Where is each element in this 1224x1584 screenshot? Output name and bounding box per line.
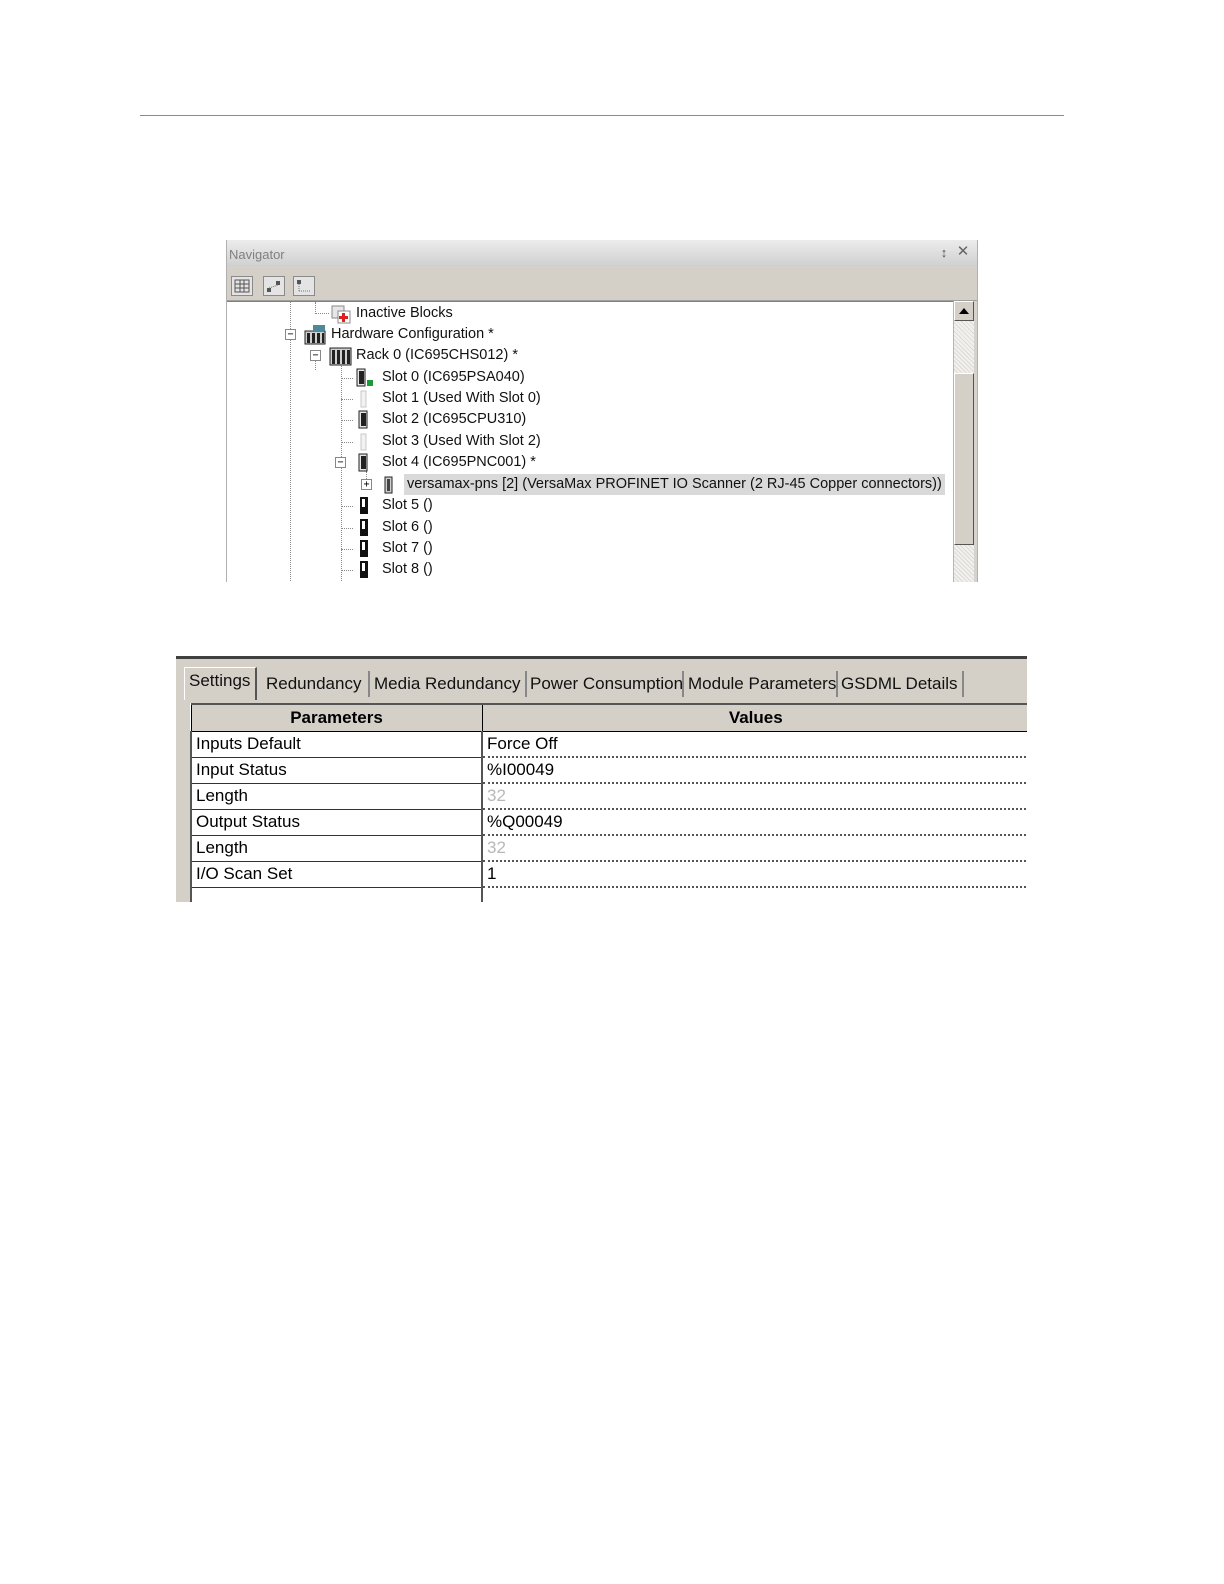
tree-item-slot-8[interactable]: Slot 8 ()	[227, 559, 947, 580]
navigator-window	[226, 240, 978, 582]
project-tree	[227, 301, 953, 582]
parameters-column-header: Parameters	[191, 704, 482, 732]
navigator-toolbar	[227, 268, 977, 301]
close-icon[interactable]: ✕	[956, 243, 970, 260]
table-row[interactable]	[191, 809, 1027, 835]
vertical-scrollbar[interactable]	[953, 301, 974, 582]
hierarchy-view-button[interactable]	[293, 276, 315, 296]
tree-item-slot-6[interactable]: Slot 6 ()	[227, 517, 947, 538]
param-name: Input Status	[191, 757, 482, 783]
table-row[interactable]	[191, 861, 1027, 887]
param-value-field[interactable]: 1	[482, 861, 1027, 887]
cpu-module-icon	[354, 410, 376, 430]
used-slot-icon	[354, 432, 376, 452]
table-row[interactable]	[191, 732, 1027, 758]
rack-icon	[329, 346, 353, 366]
grid-view-icon	[232, 277, 252, 295]
tree-item-slot-5[interactable]: Slot 5 ()	[227, 495, 947, 516]
param-name: Length	[191, 835, 482, 861]
profinet-controller-icon	[354, 453, 376, 473]
empty-slot-icon	[354, 539, 376, 559]
navigator-titlebar	[227, 240, 977, 267]
hierarchy-icon	[294, 277, 314, 295]
tab-power-consumption[interactable]: Power Consumption	[526, 671, 684, 697]
empty-slot-icon	[354, 560, 376, 580]
network-icon	[264, 277, 284, 295]
expand-icon[interactable]: +	[361, 479, 372, 490]
inactive-blocks-icon	[330, 305, 352, 324]
param-value-field[interactable]: %I00049	[482, 757, 1027, 783]
collapse-icon[interactable]: −	[285, 329, 296, 340]
empty-slot-icon	[354, 496, 376, 516]
tab-redundancy[interactable]: Redundancy	[262, 671, 370, 697]
tab-module-parameters[interactable]: Module Parameters	[684, 671, 838, 697]
scroll-up-arrow-icon[interactable]	[954, 301, 974, 321]
tab-media-redundancy[interactable]: Media Redundancy	[370, 671, 527, 697]
power-supply-module-icon	[354, 368, 376, 388]
network-view-button[interactable]	[263, 276, 285, 296]
tree-item-rack-0[interactable]: − Rack 0 (IC695CHS012) *	[227, 345, 947, 366]
param-name: Output Status	[191, 809, 482, 835]
parameters-table	[190, 703, 1027, 902]
param-name: Length	[191, 783, 482, 809]
param-name-empty	[191, 887, 482, 902]
hardware-config-icon	[304, 325, 328, 345]
tree-item-slot-0[interactable]: Slot 0 (IC695PSA040)	[227, 367, 947, 388]
tree-item-slot-1[interactable]: Slot 1 (Used With Slot 0)	[227, 388, 947, 409]
param-value-readonly: 32	[482, 783, 1027, 809]
param-value-field[interactable]: %Q00049	[482, 809, 1027, 835]
tab-settings[interactable]: Settings	[184, 667, 257, 700]
collapse-icon[interactable]: −	[310, 350, 321, 361]
tree-item-versamax-pns[interactable]: + versamax-pns [2] (VersaMax PROFINET IO Scanner (2 RJ-45 Copper connectors))	[227, 474, 947, 495]
pin-icon[interactable]: ↕	[940, 245, 948, 260]
table-row-empty	[191, 887, 1027, 902]
used-slot-icon	[354, 389, 376, 409]
table-row[interactable]	[191, 835, 1027, 861]
parameter-tabs	[184, 667, 1027, 699]
tree-item-slot-4[interactable]: − Slot 4 (IC695PNC001) *	[227, 452, 947, 473]
param-value-dropdown[interactable]: Force Off	[482, 732, 1027, 758]
parameters-panel	[176, 656, 1027, 902]
table-row[interactable]	[191, 757, 1027, 783]
param-value-empty	[482, 887, 1027, 902]
tree-item-slot-7[interactable]: Slot 7 ()	[227, 538, 947, 559]
tree-item-slot-3[interactable]: Slot 3 (Used With Slot 2)	[227, 431, 947, 452]
tree-item-inactive-blocks[interactable]: Inactive Blocks	[227, 303, 947, 324]
table-header-row	[191, 704, 1027, 732]
page-header-rule	[140, 115, 1064, 116]
tab-gsdml-details[interactable]: GSDML Details	[837, 671, 964, 697]
tree-item-slot-2[interactable]: Slot 2 (IC695CPU310)	[227, 409, 947, 430]
values-column-header: Values	[482, 704, 1027, 732]
navigator-title: Navigator	[229, 247, 285, 262]
io-device-icon	[381, 475, 401, 495]
param-name: I/O Scan Set	[191, 861, 482, 887]
param-value-readonly: 32	[482, 835, 1027, 861]
scrollbar-thumb[interactable]	[954, 373, 974, 545]
param-name: Inputs Default	[191, 732, 482, 758]
project-view-button[interactable]	[231, 276, 253, 296]
collapse-icon[interactable]: −	[335, 457, 346, 468]
empty-slot-icon	[354, 518, 376, 538]
table-row[interactable]	[191, 783, 1027, 809]
tree-item-hardware-configuration[interactable]: − Hardware Configuration *	[227, 324, 947, 345]
